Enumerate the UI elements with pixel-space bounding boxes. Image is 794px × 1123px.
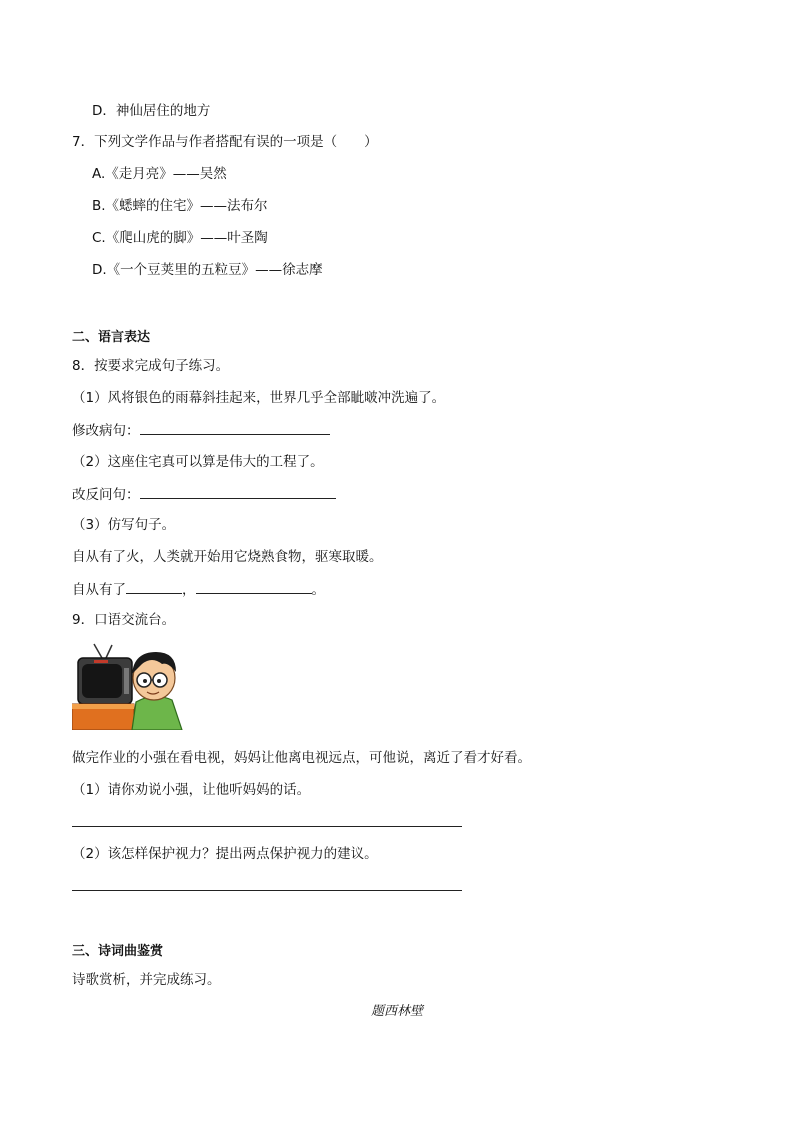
q8-part3-end: 。 xyxy=(311,582,325,598)
q8-part2-answer-row xyxy=(72,484,336,505)
q8-part3-blank-1[interactable] xyxy=(126,579,182,594)
tv-icon xyxy=(72,644,134,730)
q8-part2-prompt: 改反问句： xyxy=(72,487,140,503)
poem-title: 题西林壁 xyxy=(370,1004,423,1019)
q8-part3-example: 自从有了火，人类就开始用它烧熟食物，驱寒取暖。 xyxy=(72,549,383,565)
q9-scenario: 做完作业的小强在看电视，妈妈让他离电视远点，可他说，离近了看才好看。 xyxy=(72,750,531,766)
q9-part1: （1）请你劝说小强，让他听妈妈的话。 xyxy=(72,782,311,798)
q7-option-b: B.《蟋蟀的住宅》——法布尔 xyxy=(92,198,268,214)
q8-part2: （2）这座住宅真可以算是伟大的工程了。 xyxy=(72,454,324,470)
section2-heading: 二、语言表达 xyxy=(72,330,151,345)
q6-option-d: D．神仙居住的地方 xyxy=(92,103,211,119)
boy-watching-tv-illustration xyxy=(72,642,190,730)
q7-option-c: C.《爬山虎的脚》——叶圣陶 xyxy=(92,230,268,246)
q8-part2-answer-blank[interactable] xyxy=(140,484,336,499)
q9-part1-answer-line[interactable] xyxy=(72,826,462,827)
q7-option-a: A.《走月亮》——吴然 xyxy=(92,166,227,182)
section3-intro: 诗歌赏析，并完成练习。 xyxy=(72,972,221,988)
q8-stem: 8．按要求完成句子练习。 xyxy=(72,358,230,374)
q8-part1: （1）风将银色的雨幕斜挂起来，世界几乎全部眦啵冲洗遍了。 xyxy=(72,390,446,406)
q7-stem: 7．下列文学作品与作者搭配有误的一项是（ ） xyxy=(72,134,378,150)
section3-heading: 三、诗词曲鉴赏 xyxy=(72,944,164,959)
q8-part3: （3）仿写句子。 xyxy=(72,517,176,533)
q9-part2: （2）该怎样保护视力？提出两点保护视力的建议。 xyxy=(72,846,378,862)
q7-option-d: D.《一个豆荚里的五粒豆》——徐志摩 xyxy=(92,262,323,278)
q8-part1-prompt: 修改病句： xyxy=(72,423,140,439)
q8-part3-comma: ， xyxy=(182,582,196,598)
q9-stem: 9．口语交流台。 xyxy=(72,612,176,628)
q8-part3-lead: 自从有了 xyxy=(72,582,126,598)
q8-part3-blank-2[interactable] xyxy=(196,579,312,594)
q8-part3-answer-row xyxy=(72,579,325,600)
q9-part2-answer-line[interactable] xyxy=(72,890,462,891)
q8-part1-answer-row xyxy=(72,420,330,441)
boy-icon xyxy=(132,652,182,730)
q8-part1-answer-blank[interactable] xyxy=(140,420,330,435)
